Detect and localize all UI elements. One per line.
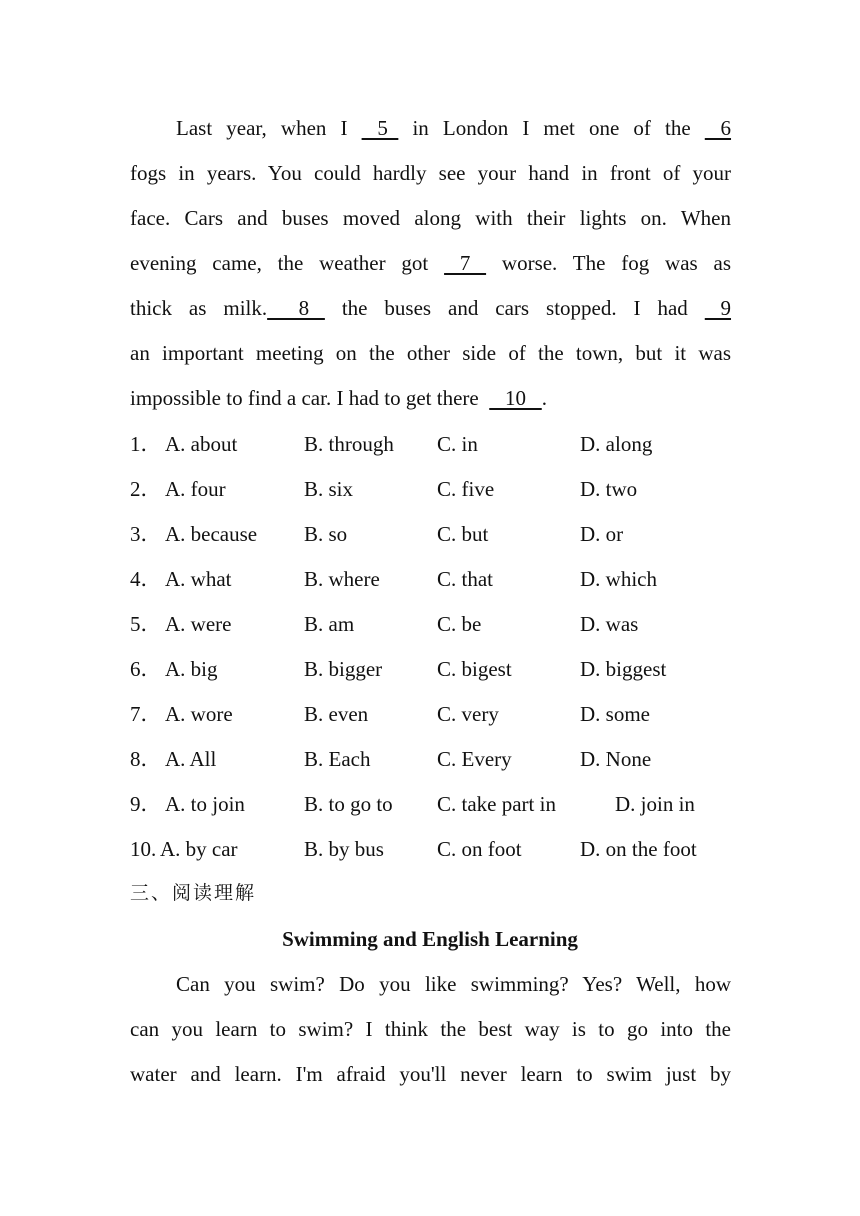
- option-a: A. by car: [160, 837, 238, 861]
- passage-line-6: [130, 341, 731, 365]
- option-a: A. All: [165, 747, 217, 771]
- option-a: A. wore: [165, 702, 233, 726]
- option-d: D. None: [580, 747, 652, 771]
- passage-text: an important meeting on the other side of the town, but it was: [130, 341, 731, 365]
- option-a: A. big: [165, 657, 218, 681]
- option-c: C. be: [437, 612, 482, 636]
- question-number: 10.: [130, 837, 157, 861]
- passage-line-2: [130, 161, 731, 185]
- option-c: C. bigest: [437, 657, 512, 681]
- reading-text: can you learn to swim? I think the best way is to go into the: [130, 1017, 731, 1041]
- reading-line-1: [176, 972, 731, 996]
- passage-text: the buses and cars stopped. I had: [341, 296, 688, 320]
- option-b: B. through: [304, 432, 394, 456]
- option-a: A. four: [165, 477, 226, 501]
- passage-text: face. Cars and buses moved along with their lights on. When: [130, 206, 731, 230]
- option-d: D. biggest: [580, 657, 667, 681]
- reading-text: Can you swim? Do you like swimming? Yes? Well, how: [176, 972, 731, 996]
- option-c: C. five: [437, 477, 495, 501]
- reading-line-3: [130, 1062, 731, 1086]
- option-c: C. that: [437, 567, 493, 591]
- passage-line-4: [130, 251, 731, 275]
- option-d: D. was: [580, 612, 639, 636]
- option-c: C. in: [437, 432, 478, 456]
- blank-6: 6: [704, 116, 732, 140]
- passage-text: thick as milk.: [130, 296, 268, 320]
- passage-text: in London I met one of the: [412, 116, 691, 140]
- option-c: C. very: [437, 702, 499, 726]
- passage-text: worse. The fog was as: [501, 251, 732, 275]
- option-d: D. some: [580, 702, 650, 726]
- option-a: A. what: [165, 567, 232, 591]
- option-d: D. which: [580, 567, 657, 591]
- section-heading: 三、阅读理解: [130, 882, 257, 904]
- question-number: 3．: [130, 522, 162, 546]
- passage-line-5: [130, 296, 731, 320]
- passage-text: impossible to find a car. I had to get there: [130, 386, 479, 410]
- option-b: B. to go to: [304, 792, 393, 816]
- option-b: B. even: [304, 702, 369, 726]
- blank-8: 8: [267, 296, 325, 320]
- option-d: D. along: [580, 432, 653, 456]
- question-number: 5．: [130, 612, 162, 636]
- passage-text: Last year, when I: [176, 116, 348, 140]
- option-d: D. or: [580, 522, 624, 546]
- question-number: 6．: [130, 657, 162, 681]
- question-number: 4．: [130, 567, 162, 591]
- option-c: C. take part in: [437, 792, 556, 816]
- blank-10: 10: [489, 386, 542, 410]
- question-number: 8．: [130, 747, 162, 771]
- option-b: B. Each: [304, 747, 371, 771]
- reading-line-2: [130, 1017, 731, 1041]
- option-d: D. two: [580, 477, 638, 501]
- question-number: 7．: [130, 702, 162, 726]
- option-a: A. about: [165, 432, 238, 456]
- question-number: 2．: [130, 477, 162, 501]
- passage-line-7: [130, 386, 731, 410]
- option-c: C. on foot: [437, 837, 522, 861]
- option-c: C. but: [437, 522, 489, 546]
- option-d: D. join in: [615, 792, 695, 816]
- blank-5: 5: [361, 116, 399, 140]
- option-b: B. bigger: [304, 657, 383, 681]
- option-b: B. six: [304, 477, 354, 501]
- passage-text: .: [541, 386, 547, 410]
- reading-text: water and learn. I'm afraid you'll never learn to swim just by: [130, 1062, 731, 1086]
- question-number: 9．: [130, 792, 162, 816]
- blank-9: 9: [704, 296, 732, 320]
- passage-text: evening came, the weather got: [130, 251, 429, 275]
- option-a: A. were: [165, 612, 232, 636]
- question-number: 1．: [130, 432, 162, 456]
- passage-line-3: [130, 206, 731, 230]
- passage-line-1: [176, 116, 731, 140]
- option-a: A. to join: [165, 792, 245, 816]
- option-b: B. where: [304, 567, 380, 591]
- option-c: C. Every: [437, 747, 512, 771]
- option-d: D. on the foot: [580, 837, 697, 861]
- reading-title: Swimming and English Learning: [282, 927, 578, 951]
- option-b: B. by bus: [304, 837, 384, 861]
- option-b: B. so: [304, 522, 348, 546]
- option-a: A. because: [165, 522, 258, 546]
- option-b: B. am: [304, 612, 355, 636]
- passage-text: fogs in years. You could hardly see your hand in front of your: [130, 161, 731, 185]
- blank-7: 7: [444, 251, 487, 275]
